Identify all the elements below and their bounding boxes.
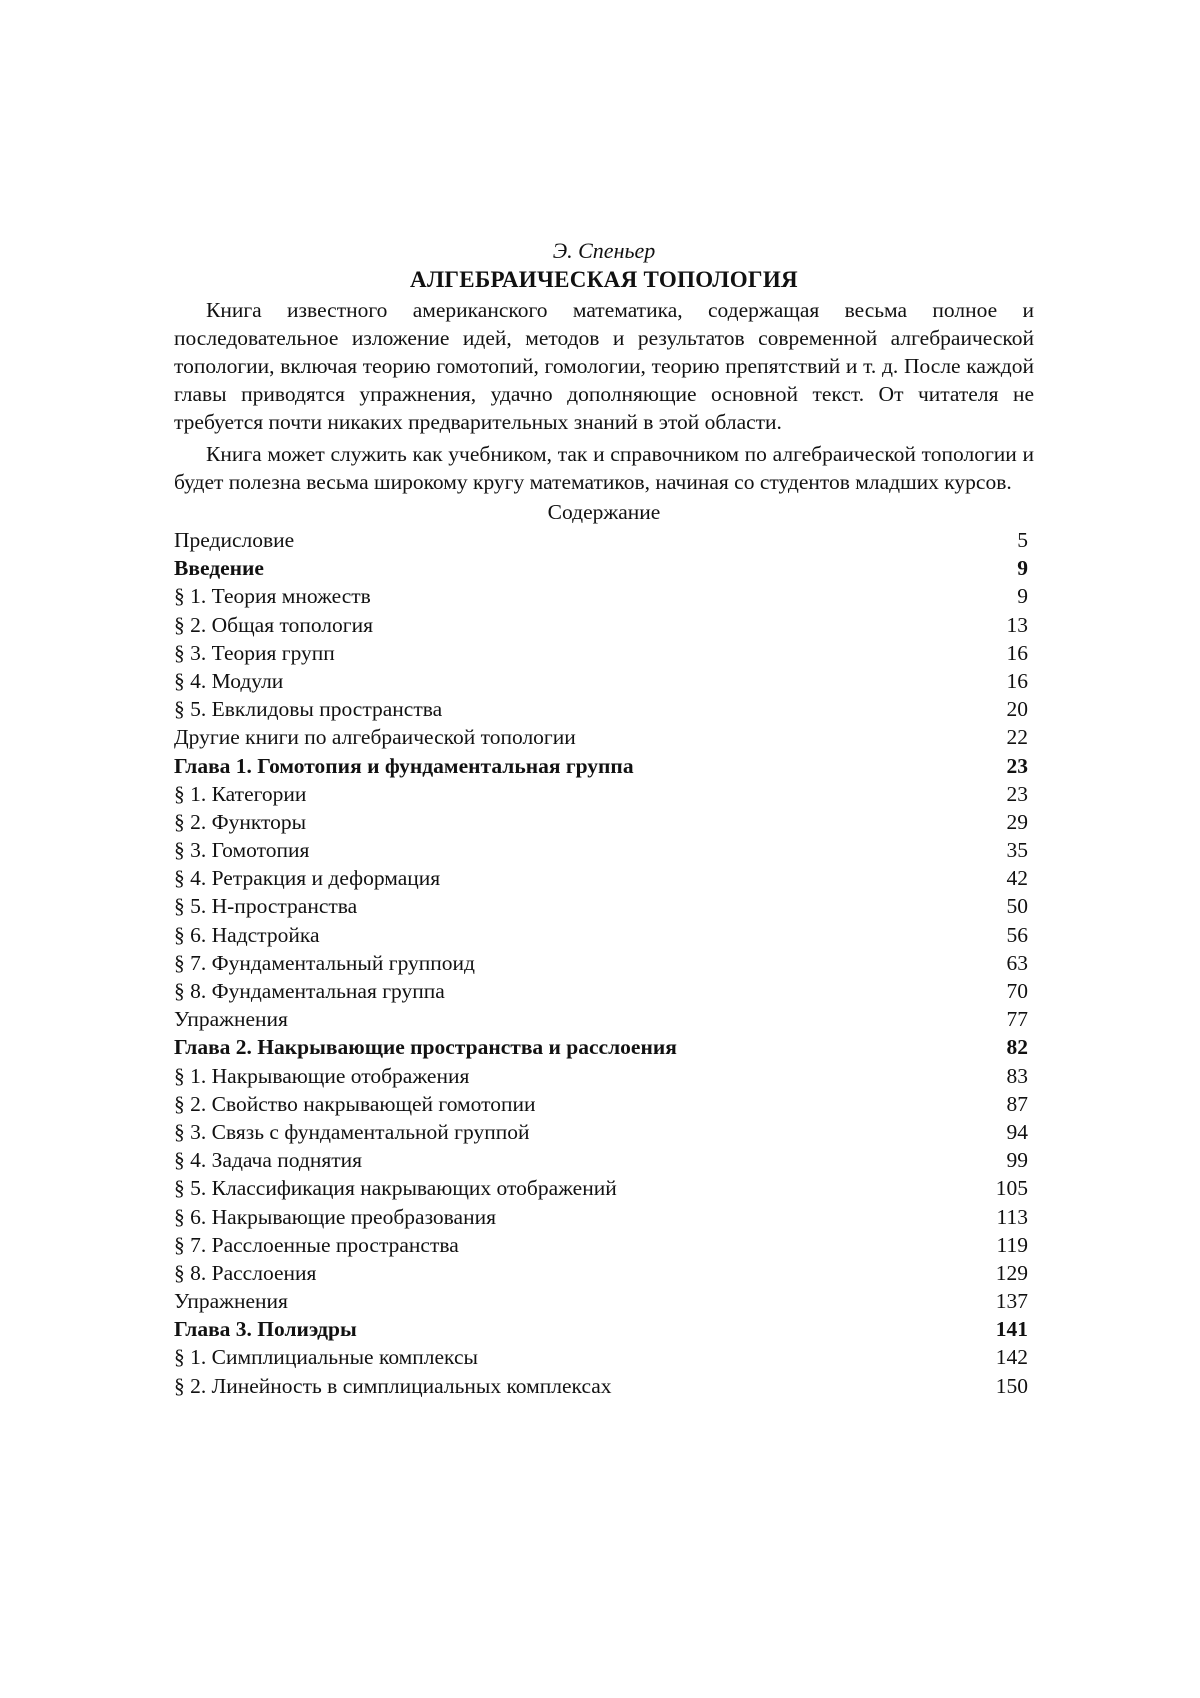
toc-page-number: 129 xyxy=(995,1260,1028,1285)
toc-chapter-row xyxy=(174,1033,1034,1061)
toc-entry-title: Другие книги по алгебраической топологии xyxy=(174,725,576,750)
toc-entry-title: Упражнения xyxy=(174,1007,288,1032)
toc-entry-title: § 3. Связь с фундаментальной группой xyxy=(174,1119,530,1144)
description-paragraph: Книга может служить как учебником, так и справочником по алгебраической топологии и будет полезна весьма широкому кругу математиков, начиная со студентов младших курсов. xyxy=(174,442,1034,494)
toc-entry-title: Глава 3. Полиэдры xyxy=(174,1317,357,1342)
toc-entry-title: § 1. Теория множеств xyxy=(174,584,371,609)
toc-page-number: 9 xyxy=(1017,556,1028,581)
book-page xyxy=(174,238,1034,1400)
toc-page-number: 63 xyxy=(1006,950,1028,975)
toc-row xyxy=(174,836,1034,864)
toc-entry-title: § 4. Модули xyxy=(174,668,284,693)
toc-page-number: 119 xyxy=(996,1232,1028,1257)
toc-entry-title: § 3. Теория групп xyxy=(174,640,335,665)
toc-entry-title: § 3. Гомотопия xyxy=(174,838,310,863)
toc-entry-title: § 8. Фундаментальная группа xyxy=(174,979,445,1003)
toc-entry-title: § 2. Линейность в симплициальных комплексах xyxy=(174,1373,612,1398)
toc-row xyxy=(174,723,1034,751)
toc-page-number: 23 xyxy=(1006,781,1028,806)
toc-row xyxy=(174,1090,1034,1118)
toc-page-number: 23 xyxy=(1006,753,1028,778)
toc-entry-title: § 1. Накрывающие отображения xyxy=(174,1063,470,1088)
toc-page-number: 5 xyxy=(1017,528,1028,552)
toc-entry-title: § 4. Задача поднятия xyxy=(174,1148,363,1173)
toc-row xyxy=(174,639,1034,667)
toc-page-number: 150 xyxy=(995,1373,1028,1398)
toc-entry-title: § 4. Ретракция и деформация xyxy=(174,866,441,891)
toc-page-number: 94 xyxy=(1006,1119,1028,1144)
toc-page-number: 50 xyxy=(1006,894,1028,919)
toc-entry-title: Предисловие xyxy=(174,528,295,552)
toc-entry-title: § 1. Симплициальные комплексы xyxy=(174,1345,478,1370)
toc-page-number: 137 xyxy=(995,1289,1028,1314)
toc-row xyxy=(174,1231,1034,1259)
description-paragraph: Книга известного американского математика, содержащая весьма полное и последовательное изложение идей, методов и результатов современной алгебраической топологии, включая теорию гомотопий, гомологии, теорию препятствий и т. д. После каждой главы приводятся упражнения, удачно дополняющие основной текст. От читателя не требуется почти никаких предварительных знаний в этой области. xyxy=(174,298,1034,434)
toc-page-number: 35 xyxy=(1006,838,1028,863)
toc-page-number: 56 xyxy=(1006,922,1028,947)
book-title: АЛГЕБРАИЧЕСКАЯ ТОПОЛОГИЯ xyxy=(410,267,798,292)
toc-row xyxy=(174,1287,1034,1315)
toc-row xyxy=(174,949,1034,977)
toc-page-number: 142 xyxy=(995,1345,1028,1370)
toc-entry-title: Упражнения xyxy=(174,1289,288,1314)
toc-row xyxy=(174,780,1034,808)
toc-entry-title: § 7. Фундаментальный группоид xyxy=(174,950,475,975)
toc-entry-title: Глава 2. Накрывающие пространства и расслоения xyxy=(174,1035,677,1060)
toc-entry-title: Введение xyxy=(174,556,264,581)
toc-row xyxy=(174,526,1034,554)
toc-page-number: 9 xyxy=(1017,584,1028,609)
toc-row xyxy=(174,667,1034,695)
toc-page-number: 16 xyxy=(1006,668,1028,693)
toc-page-number: 29 xyxy=(1006,809,1028,834)
toc-page-number: 82 xyxy=(1006,1035,1028,1060)
toc-row xyxy=(174,1118,1034,1146)
toc-entry-title: § 5. Классификация накрывающих отображений xyxy=(174,1176,617,1201)
contents-heading: Содержание xyxy=(547,500,661,524)
toc-entry-title: § 6. Надстройка xyxy=(174,922,320,947)
toc-row xyxy=(174,864,1034,892)
toc-row xyxy=(174,892,1034,920)
toc-row xyxy=(174,1062,1034,1090)
toc-row xyxy=(174,1259,1034,1287)
toc-row xyxy=(174,1005,1034,1033)
toc-row xyxy=(174,611,1034,639)
toc-entry-title: § 2. Общая топология xyxy=(174,612,373,637)
toc-row xyxy=(174,808,1034,836)
toc-chapter-row xyxy=(174,1315,1034,1343)
table-of-contents xyxy=(174,526,1034,1400)
toc-page-number: 113 xyxy=(996,1204,1028,1229)
toc-row xyxy=(174,582,1034,610)
toc-row xyxy=(174,695,1034,723)
toc-row xyxy=(174,1146,1034,1174)
toc-page-number: 105 xyxy=(995,1176,1028,1201)
toc-page-number: 83 xyxy=(1006,1063,1028,1088)
toc-entry-title: § 5. Н-пространства xyxy=(174,894,358,919)
toc-row xyxy=(174,1343,1034,1371)
toc-entry-title: § 2. Функторы xyxy=(174,809,307,834)
toc-row xyxy=(174,977,1034,1005)
toc-page-number: 16 xyxy=(1006,640,1028,665)
toc-entry-title: § 8. Расслоения xyxy=(174,1260,317,1285)
toc-entry-title: § 7. Расслоенные пространства xyxy=(174,1232,459,1257)
toc-entry-title: § 5. Евклидовы пространства xyxy=(174,697,443,722)
toc-entry-title: § 2. Свойство накрывающей гомотопии xyxy=(174,1091,536,1116)
toc-page-number: 87 xyxy=(1006,1091,1028,1116)
toc-page-number: 13 xyxy=(1006,612,1028,637)
toc-page-number: 141 xyxy=(995,1317,1028,1342)
toc-row xyxy=(174,1372,1034,1400)
toc-entry-title: § 6. Накрывающие преобразования xyxy=(174,1204,496,1229)
toc-page-number: 70 xyxy=(1006,979,1028,1003)
author-name: Э. Спеньер xyxy=(552,238,656,263)
toc-page-number: 22 xyxy=(1006,725,1028,750)
toc-chapter-row xyxy=(174,752,1034,780)
toc-entry-title: Глава 1. Гомотопия и фундаментальная группа xyxy=(174,753,634,778)
toc-row xyxy=(174,921,1034,949)
toc-page-number: 42 xyxy=(1006,866,1028,891)
toc-entry-title: § 1. Категории xyxy=(174,781,307,806)
toc-page-number: 99 xyxy=(1006,1148,1028,1173)
toc-row xyxy=(174,1174,1034,1202)
toc-chapter-row xyxy=(174,554,1034,582)
toc-page-number: 77 xyxy=(1006,1007,1028,1032)
toc-page-number: 20 xyxy=(1006,697,1028,722)
toc-row xyxy=(174,1203,1034,1231)
